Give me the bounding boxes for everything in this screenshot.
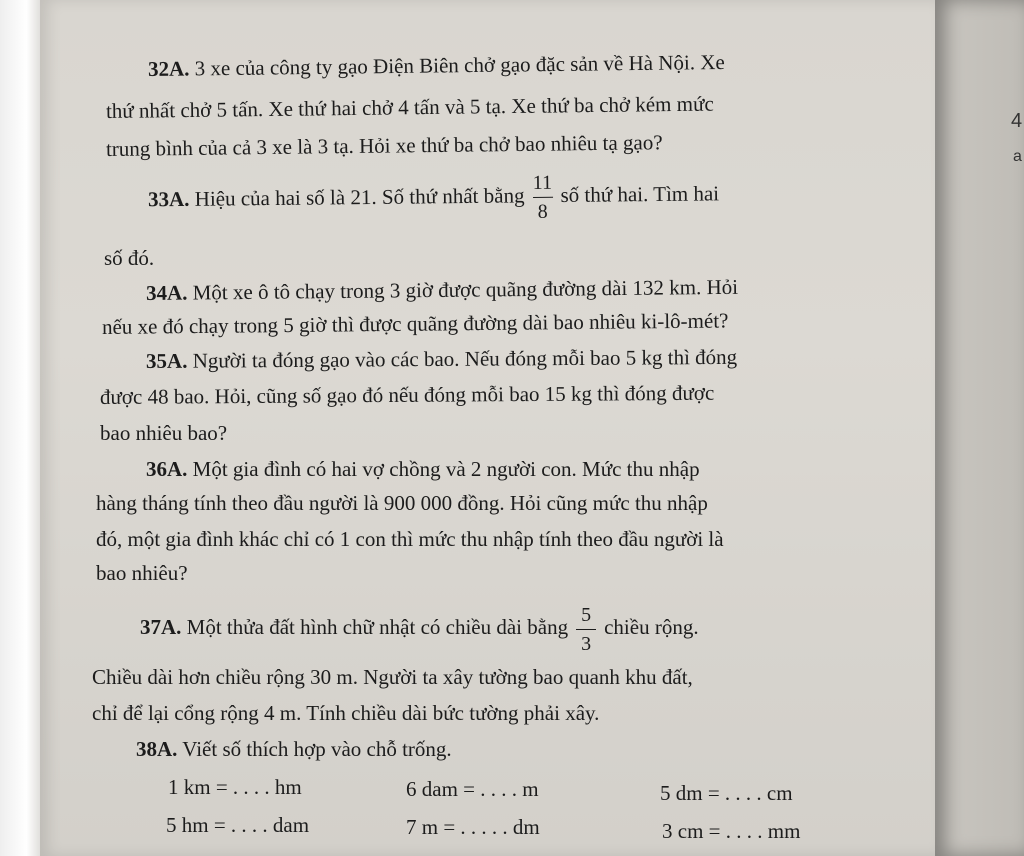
problem-36a-text-2: hàng tháng tính theo đầu người là 900 000 đồng. Hỏi cũng mức thu nhập: [96, 491, 708, 515]
problem-34a-line-2: [102, 307, 729, 340]
problem-32a-line-3: [106, 129, 663, 162]
problem-36a-line-3: [96, 526, 724, 552]
problem-34a-text-1: Một xe ô tô chạy trong 3 giờ được quãng đường dài 132 km. Hỏi: [192, 274, 739, 305]
problem-34a-line-1: [146, 274, 738, 306]
adjacent-page-glyph-2: a: [1013, 148, 1022, 165]
fraction-numerator: 11: [532, 171, 553, 194]
problem-33a-line-2: [104, 245, 154, 271]
adjacent-page-glyph-1: 4: [1011, 110, 1023, 132]
problem-33a-text-after: số thứ hai. Tìm hai: [560, 181, 720, 207]
problem-37a-text-after: chiều rộng.: [604, 615, 699, 639]
problem-36a-text-3: đó, một gia đình khác chỉ có 1 con thì mức thu nhập tính theo đầu người là: [96, 527, 724, 551]
problem-38a-text-1: Viết số thích hợp vào chỗ trống.: [182, 737, 452, 761]
left-page-edge: [0, 0, 44, 856]
problem-36a-line-4: [96, 560, 188, 586]
problem-34a-label: 34A.: [145, 280, 188, 305]
problem-32a-label: 32A.: [147, 56, 190, 81]
problem-35a-text-2: được 48 bao. Hỏi, cũng số gạo đó nếu đóng mỗi bao 15 kg thì đóng được: [99, 380, 715, 409]
fraction-bar: [576, 629, 596, 630]
problem-37a-label: 37A.: [140, 615, 182, 639]
problem-37a-line-1: [140, 602, 699, 655]
problem-36a-label: 36A.: [146, 457, 188, 481]
problem-37a-line-2: [92, 664, 693, 690]
page-content: [40, 0, 935, 856]
problem-33a-line-1: [147, 170, 720, 223]
problem-36a-text-4: bao nhiêu?: [96, 561, 188, 585]
problem-37a-text-before: Một thửa đất hình chữ nhật có chiều dài bằng: [186, 615, 569, 639]
problem-38a-label: 38A.: [136, 737, 178, 761]
problem-35a-line-3: [100, 420, 227, 446]
problem-36a-line-1: [146, 456, 700, 482]
problem-33a-text-2: số đó.: [104, 246, 155, 270]
adjacent-page: [935, 0, 1024, 856]
problem-32a-text-2: thứ nhất chở 5 tấn. Xe thứ hai chở 4 tấn và 5 tạ. Xe thứ ba chở kém mức: [105, 91, 714, 123]
fraction-11-8: [532, 172, 553, 223]
problem-37a-line-3: [92, 700, 599, 726]
book-page: [40, 0, 935, 856]
problem-37a-text-2: Chiều dài hơn chiều rộng 30 m. Người ta xây tường bao quanh khu đất,: [92, 665, 693, 689]
conversion-hm-dam: 5 hm = . . . . dam: [166, 813, 310, 837]
problem-37a-text-3: chỉ để lại cổng rộng 4 m. Tính chiều dài bức tường phải xây.: [92, 701, 600, 725]
problem-34a-text-2: nếu xe đó chạy trong 5 giờ thì được quãng đường dài bao nhiêu ki-lô-mét?: [101, 308, 729, 339]
fraction-5-3: [576, 604, 596, 655]
fraction-bar: [533, 197, 553, 198]
problem-35a-text-1: Người ta đóng gạo vào các bao. Nếu đóng mỗi bao 5 kg thì đóng: [192, 344, 738, 373]
problem-32a-text-1: 3 xe của công ty gạo Điện Biên chở gạo đặc sản về Hà Nội. Xe: [194, 49, 725, 81]
problem-36a-line-2: [96, 490, 708, 516]
fraction-numerator: 5: [581, 603, 592, 626]
problem-33a-label: 33A.: [147, 186, 190, 212]
problem-32a-line-2: [106, 91, 714, 124]
problem-32a-text-3: trung bình của cả 3 xe là 3 tạ. Hỏi xe thứ ba chở bao nhiêu tạ gạo?: [105, 130, 663, 161]
problem-36a-text-1: Một gia đình có hai vợ chồng và 2 người con. Mức thu nhập: [192, 457, 700, 481]
conversion-dm-cm: 5 dm = . . . . cm: [660, 781, 793, 805]
fraction-denominator: 3: [581, 632, 592, 655]
problem-32a-line-1: [148, 49, 725, 82]
conversion-cm-mm: 3 cm = . . . . mm: [662, 819, 801, 843]
conversion-m-dm: 7 m = . . . . . dm: [406, 815, 540, 839]
problem-35a-label: 35A.: [145, 348, 188, 373]
conversion-km-hm: 1 km = . . . . hm: [168, 775, 302, 799]
problem-33a-text-before: Hiệu của hai số là 21. Số thứ nhất bằng: [194, 183, 525, 211]
problem-38a-line-1: [136, 736, 452, 762]
problem-35a-line-1: [146, 344, 737, 374]
conversion-dam-m: 6 dam = . . . . m: [406, 777, 539, 801]
problem-35a-text-3: bao nhiêu bao?: [100, 421, 228, 445]
problem-35a-line-2: [100, 380, 714, 410]
fraction-denominator: 8: [537, 200, 548, 223]
